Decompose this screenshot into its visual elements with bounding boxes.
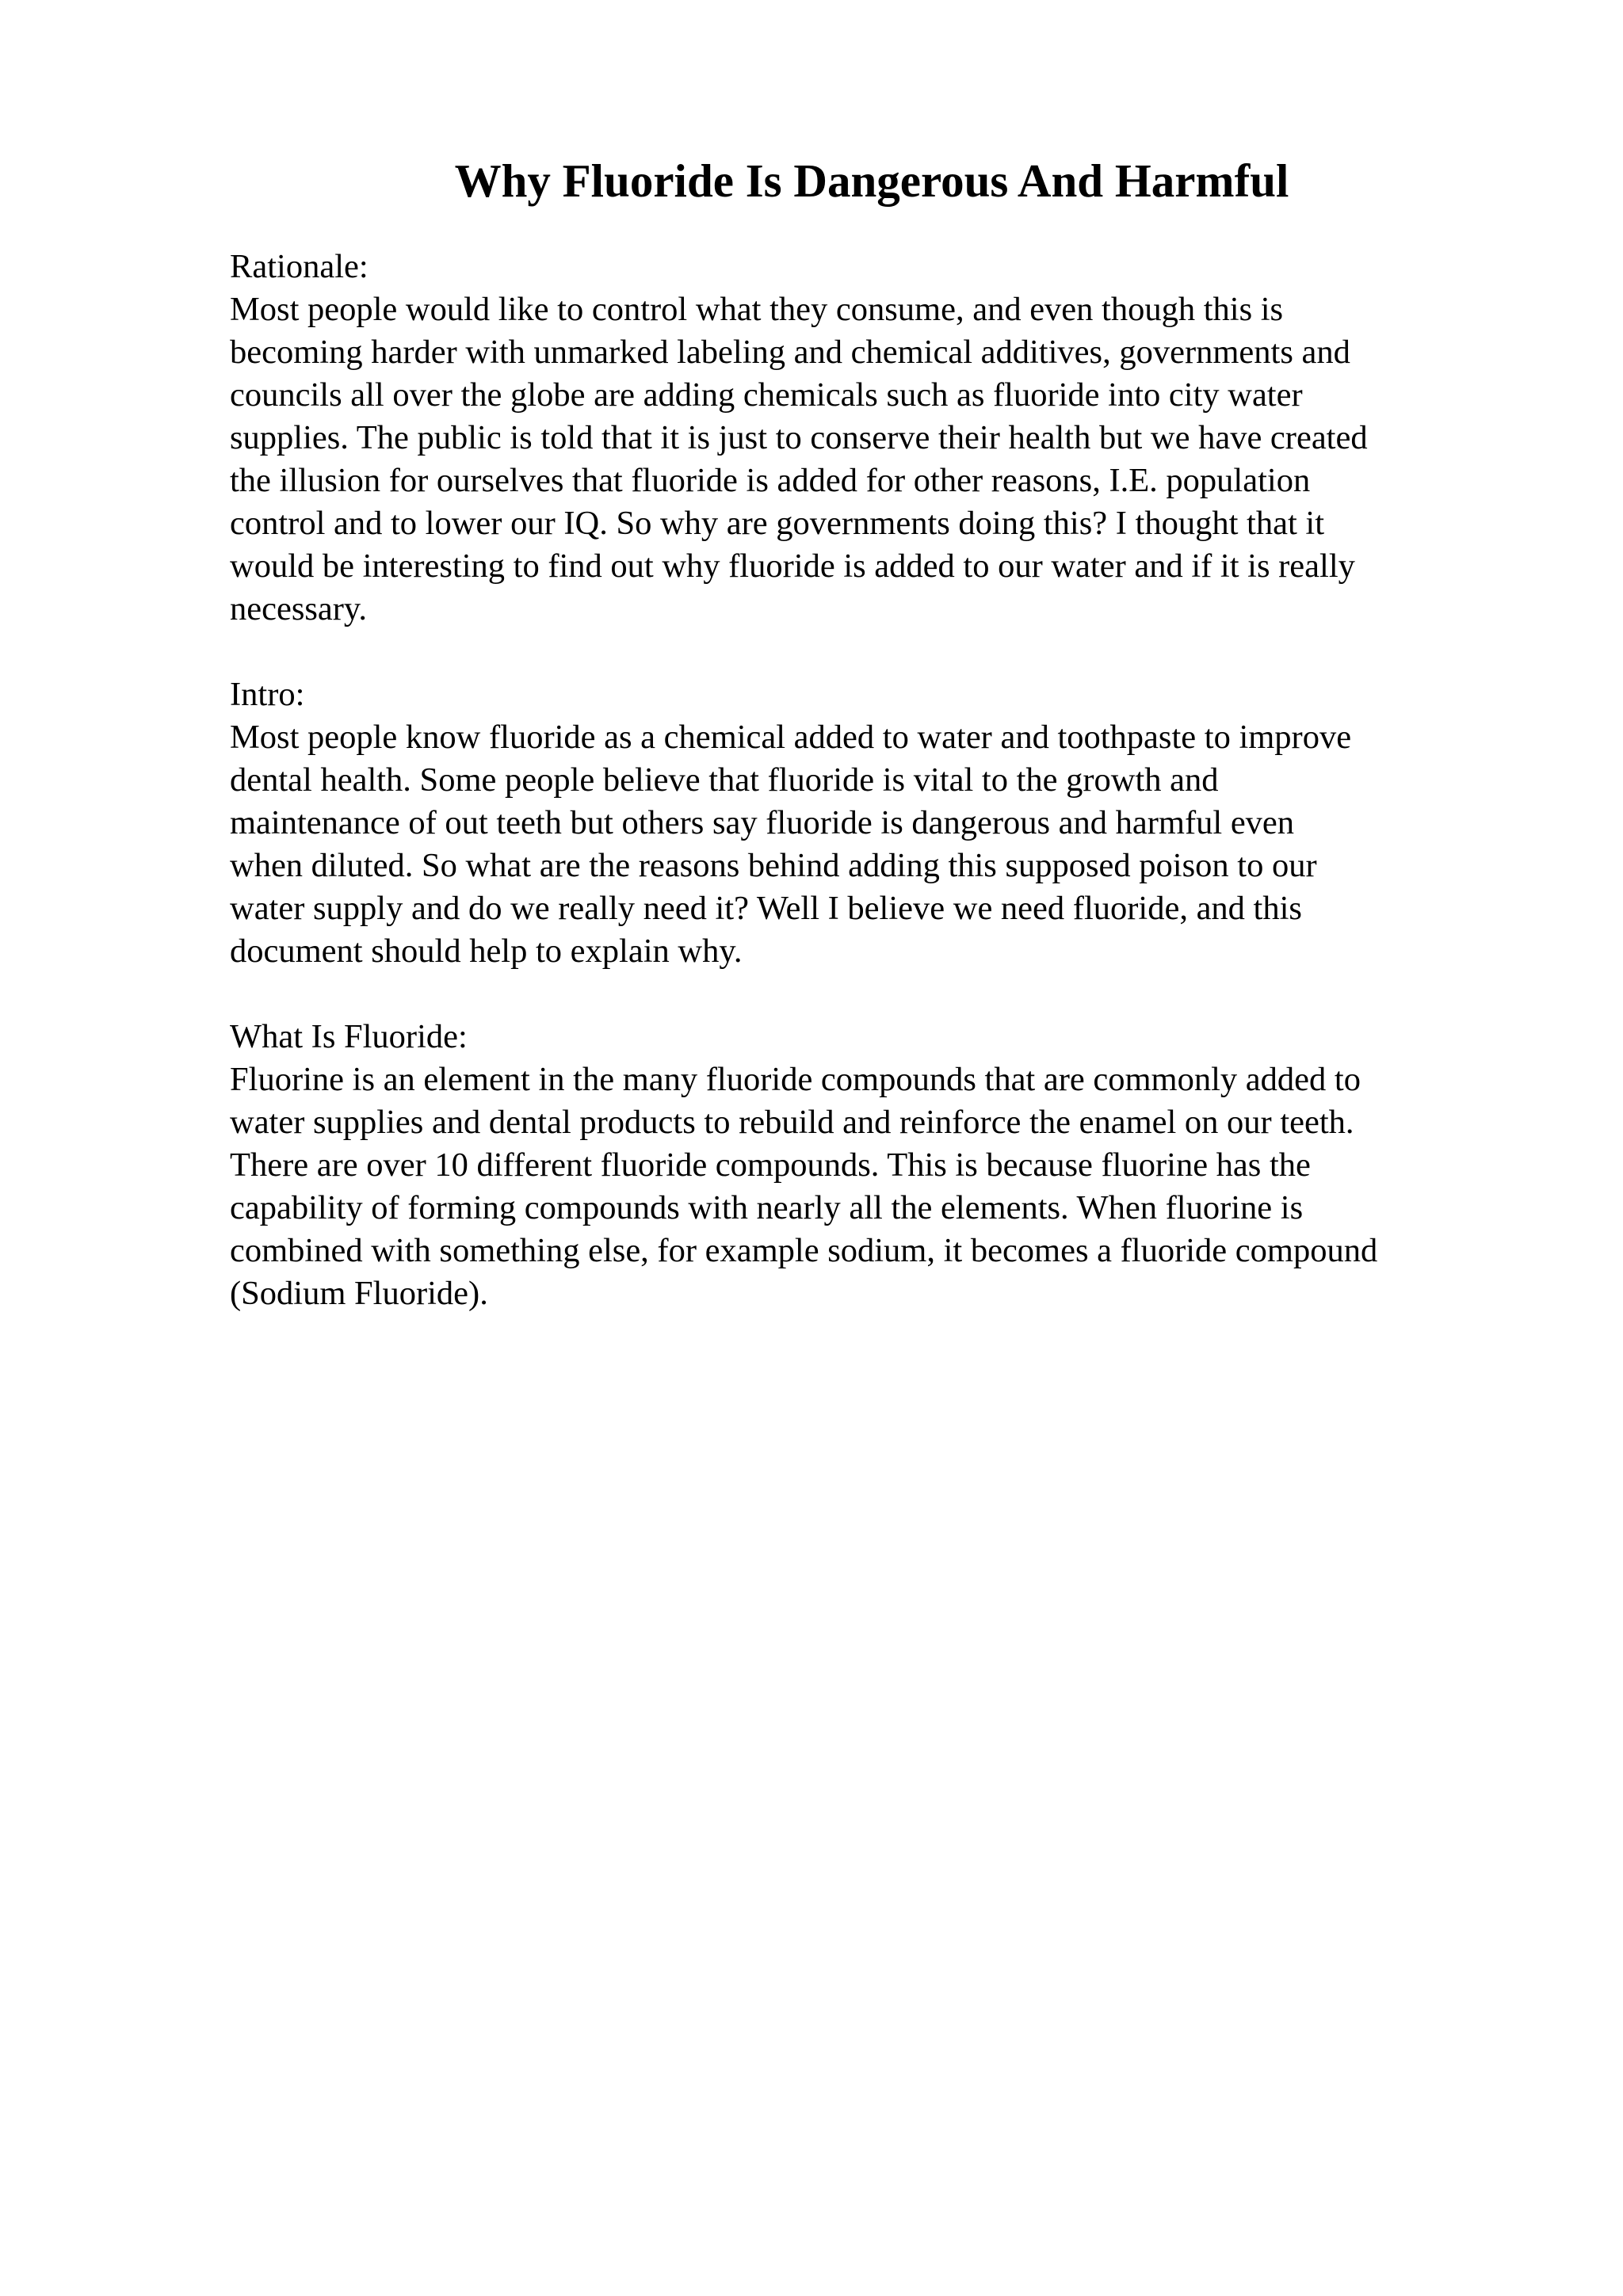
paragraph-line: dental health. Some people believe that fluoride is vital to the growth and xyxy=(230,761,1219,799)
page-title: Why Fluoride Is Dangerous And Harmful xyxy=(454,154,1289,207)
paragraph-line: There are over 10 different fluoride compounds. This is because fluorine has the xyxy=(230,1146,1311,1184)
paragraph-line: document should help to explain why. xyxy=(230,933,743,970)
paragraph-line: (Sodium Fluoride). xyxy=(230,1275,488,1312)
section-heading: Rationale: xyxy=(230,248,369,285)
section-what-is-fluoride xyxy=(230,1016,1498,1315)
paragraph-line: control and to lower our IQ. So why are governments doing this? I thought that it xyxy=(230,505,1325,542)
paragraph-line: maintenance of out teeth but others say fluoride is dangerous and harmful even xyxy=(230,804,1295,841)
paragraph-line: capability of forming compounds with nearly all the elements. When fluorine is xyxy=(230,1189,1304,1226)
paragraph-line: when diluted. So what are the reasons behind adding this supposed poison to our xyxy=(230,847,1317,884)
document-body xyxy=(230,246,1498,1358)
paragraph-line: councils all over the globe are adding chemicals such as fluoride into city water xyxy=(230,376,1303,414)
paragraph-line: becoming harder with unmarked labeling and chemical additives, governments and xyxy=(230,334,1350,371)
paragraph-line: supplies. The public is told that it is just to conserve their health but we have created xyxy=(230,419,1368,456)
paragraph-line: combined with something else, for example sodium, it becomes a fluoride compound xyxy=(230,1232,1378,1269)
paragraph-line: Fluorine is an element in the many fluoride compounds that are commonly added to xyxy=(230,1061,1361,1098)
paragraph-line: Most people would like to control what they consume, and even though this is xyxy=(230,291,1284,328)
paragraph-line: Most people know fluoride as a chemical added to water and toothpaste to improve xyxy=(230,719,1352,756)
paragraph-line: the illusion for ourselves that fluoride is added for other reasons, I.E. population xyxy=(230,462,1311,499)
section-heading: What Is Fluoride: xyxy=(230,1018,468,1055)
section-rationale xyxy=(230,246,1498,631)
paragraph-line: water supply and do we really need it? Well I believe we need fluoride, and this xyxy=(230,890,1302,927)
section-heading: Intro: xyxy=(230,676,305,713)
paragraph-line: would be interesting to find out why fluoride is added to our water and if it is really xyxy=(230,547,1355,585)
paragraph-line: necessary. xyxy=(230,590,368,627)
paragraph-line: water supplies and dental products to rebuild and reinforce the enamel on our teeth. xyxy=(230,1104,1354,1141)
section-intro xyxy=(230,673,1498,973)
